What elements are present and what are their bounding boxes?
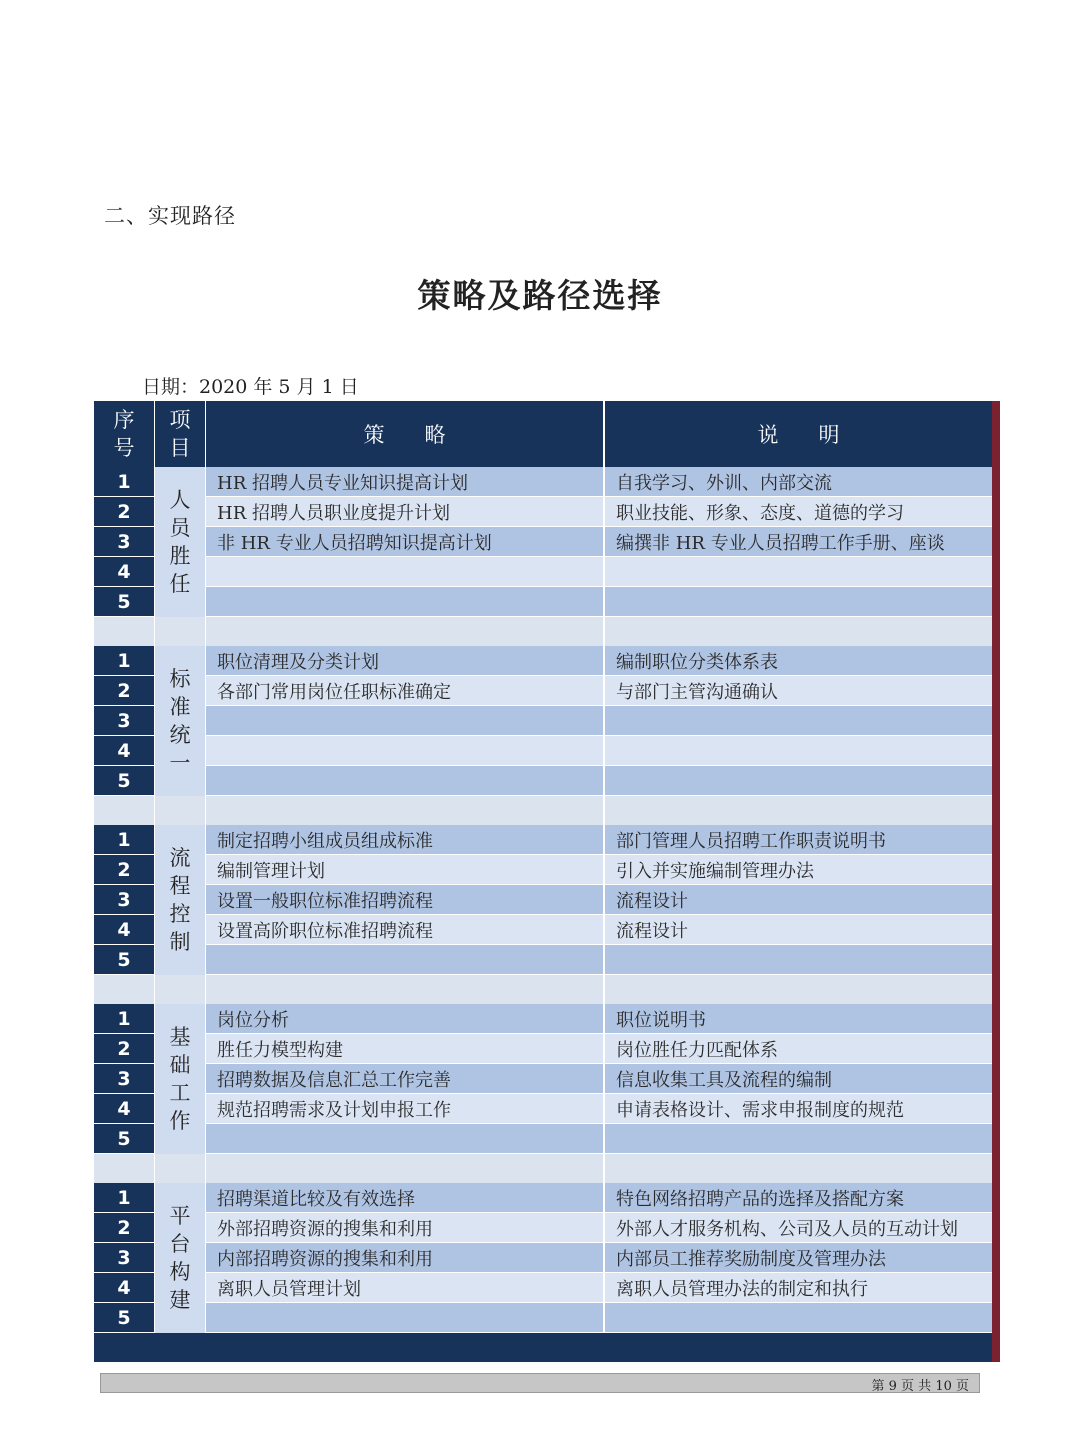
description-cell: 申请表格设计、需求申报制度的规范 (605, 1094, 992, 1124)
category-char: 员 (169, 516, 191, 540)
row-number: 4 (94, 1094, 154, 1124)
column-divider (205, 401, 206, 1333)
description-cell (605, 1124, 992, 1154)
strategy-cell (206, 587, 603, 617)
category-char: 台 (169, 1232, 191, 1256)
category-char: 任 (169, 572, 191, 596)
category-char: 作 (169, 1109, 191, 1133)
header-seq-char: 序 (113, 408, 135, 432)
description-cell (605, 766, 992, 796)
row-number: 3 (94, 706, 154, 736)
strategy-cell (206, 736, 603, 766)
strategy-cell (206, 706, 603, 736)
description-cell: 编制职位分类体系表 (605, 646, 992, 676)
category-cell (155, 1183, 205, 1333)
strategy-cell: HR 招聘人员职业度提升计划 (206, 497, 603, 527)
description-cell: 职位说明书 (605, 1004, 992, 1034)
header-item-char: 目 (169, 436, 191, 460)
category-char: 基 (169, 1025, 191, 1049)
category-char: 平 (169, 1204, 191, 1228)
strategy-table (94, 401, 992, 1362)
strategy-cell (206, 1303, 603, 1333)
strategy-cell (206, 557, 603, 587)
strategy-cell: 规范招聘需求及计划申报工作 (206, 1094, 603, 1124)
strategy-cell: 招聘数据及信息汇总工作完善 (206, 1064, 603, 1094)
strategy-cell: 设置高阶职位标准招聘流程 (206, 915, 603, 945)
description-cell (605, 587, 992, 617)
category-char: 流 (169, 846, 191, 870)
group-separator (94, 1154, 992, 1183)
strategy-cell (206, 766, 603, 796)
category-char: 统 (169, 723, 191, 747)
column-divider (154, 401, 155, 1333)
description-cell: 引入并实施编制管理办法 (605, 855, 992, 885)
strategy-cell: 离职人员管理计划 (206, 1273, 603, 1303)
header-item (155, 401, 205, 467)
strategy-cell: 职位清理及分类计划 (206, 646, 603, 676)
row-number: 4 (94, 1273, 154, 1303)
group-separator (94, 617, 992, 646)
header-item-char: 项 (169, 408, 191, 432)
strategy-cell: 非 HR 专业人员招聘知识提高计划 (206, 527, 603, 557)
category-char: 控 (169, 902, 191, 926)
row-number: 5 (94, 1303, 154, 1333)
category-char: 一 (169, 751, 191, 775)
row-number: 5 (94, 587, 154, 617)
row-number: 2 (94, 855, 154, 885)
strategy-cell: 胜任力模型构建 (206, 1034, 603, 1064)
row-number: 5 (94, 766, 154, 796)
description-cell (605, 557, 992, 587)
category-cell (155, 1004, 205, 1154)
strategy-cell: 制定招聘小组成员组成标准 (206, 825, 603, 855)
document-title: 策略及路径选择 (417, 276, 663, 315)
description-cell: 部门管理人员招聘工作职责说明书 (605, 825, 992, 855)
category-cell (155, 646, 205, 796)
row-number: 1 (94, 1004, 154, 1034)
description-cell: 流程设计 (605, 915, 992, 945)
row-number: 3 (94, 527, 154, 557)
row-number: 4 (94, 736, 154, 766)
description-cell (605, 736, 992, 766)
row-number: 1 (94, 467, 154, 497)
description-cell: 内部员工推荐奖励制度及管理办法 (605, 1243, 992, 1273)
category-char: 建 (169, 1288, 191, 1312)
category-cell (155, 825, 205, 975)
row-number: 3 (94, 1243, 154, 1273)
description-cell: 与部门主管沟通确认 (605, 676, 992, 706)
strategy-cell (206, 1124, 603, 1154)
row-number: 1 (94, 646, 154, 676)
group-separator (94, 796, 992, 825)
category-char: 工 (169, 1081, 191, 1105)
description-cell: 流程设计 (605, 885, 992, 915)
header-strategy: 策略 (206, 401, 603, 467)
row-number: 4 (94, 915, 154, 945)
row-number: 3 (94, 885, 154, 915)
category-char: 准 (169, 695, 191, 719)
description-cell: 信息收集工具及流程的编制 (605, 1064, 992, 1094)
strategy-cell: 编制管理计划 (206, 855, 603, 885)
row-number: 5 (94, 945, 154, 975)
row-number: 1 (94, 825, 154, 855)
strategy-cell: 各部门常用岗位任职标准确定 (206, 676, 603, 706)
strategy-cell: 招聘渠道比较及有效选择 (206, 1183, 603, 1213)
row-number: 2 (94, 676, 154, 706)
description-cell: 岗位胜任力匹配体系 (605, 1034, 992, 1064)
strategy-cell (206, 945, 603, 975)
strategy-cell: 岗位分析 (206, 1004, 603, 1034)
strategy-cell: 内部招聘资源的搜集和利用 (206, 1243, 603, 1273)
category-char: 程 (169, 874, 191, 898)
row-number: 5 (94, 1124, 154, 1154)
category-char: 人 (169, 488, 191, 512)
description-cell: 外部人才服务机构、公司及人员的互动计划 (605, 1213, 992, 1243)
description-cell: 自我学习、外训、内部交流 (605, 467, 992, 497)
description-cell: 特色网络招聘产品的选择及搭配方案 (605, 1183, 992, 1213)
table-right-edge (992, 401, 1000, 1362)
header-seq (94, 401, 154, 467)
category-char: 胜 (169, 544, 191, 568)
description-cell: 离职人员管理办法的制定和执行 (605, 1273, 992, 1303)
section-heading: 二、实现路径 (104, 204, 236, 228)
description-cell (605, 945, 992, 975)
row-number: 4 (94, 557, 154, 587)
description-cell: 编撰非 HR 专业人员招聘工作手册、座谈 (605, 527, 992, 557)
description-cell: 职业技能、形象、态度、道德的学习 (605, 497, 992, 527)
page-number: 第 9 页 共 10 页 (871, 1379, 969, 1394)
description-cell (605, 706, 992, 736)
strategy-cell: 设置一般职位标准招聘流程 (206, 885, 603, 915)
category-cell (155, 467, 205, 617)
column-divider (603, 401, 605, 1333)
category-char: 制 (169, 930, 191, 954)
row-number: 2 (94, 1034, 154, 1064)
category-char: 础 (169, 1053, 191, 1077)
strategy-cell: HR 招聘人员专业知识提高计划 (206, 467, 603, 497)
strategy-cell: 外部招聘资源的搜集和利用 (206, 1213, 603, 1243)
header-seq-char: 号 (113, 436, 135, 460)
header-description: 说明 (605, 401, 992, 467)
row-number: 1 (94, 1183, 154, 1213)
row-number: 2 (94, 497, 154, 527)
description-cell (605, 1303, 992, 1333)
date-line: 日期：2020 年 5 月 1 日 (142, 376, 359, 398)
category-char: 标 (169, 667, 191, 691)
page-footer (100, 1373, 980, 1393)
row-number: 2 (94, 1213, 154, 1243)
row-number: 3 (94, 1064, 154, 1094)
table-footer-band (94, 1333, 992, 1362)
group-separator (94, 975, 992, 1004)
category-char: 构 (169, 1260, 191, 1284)
